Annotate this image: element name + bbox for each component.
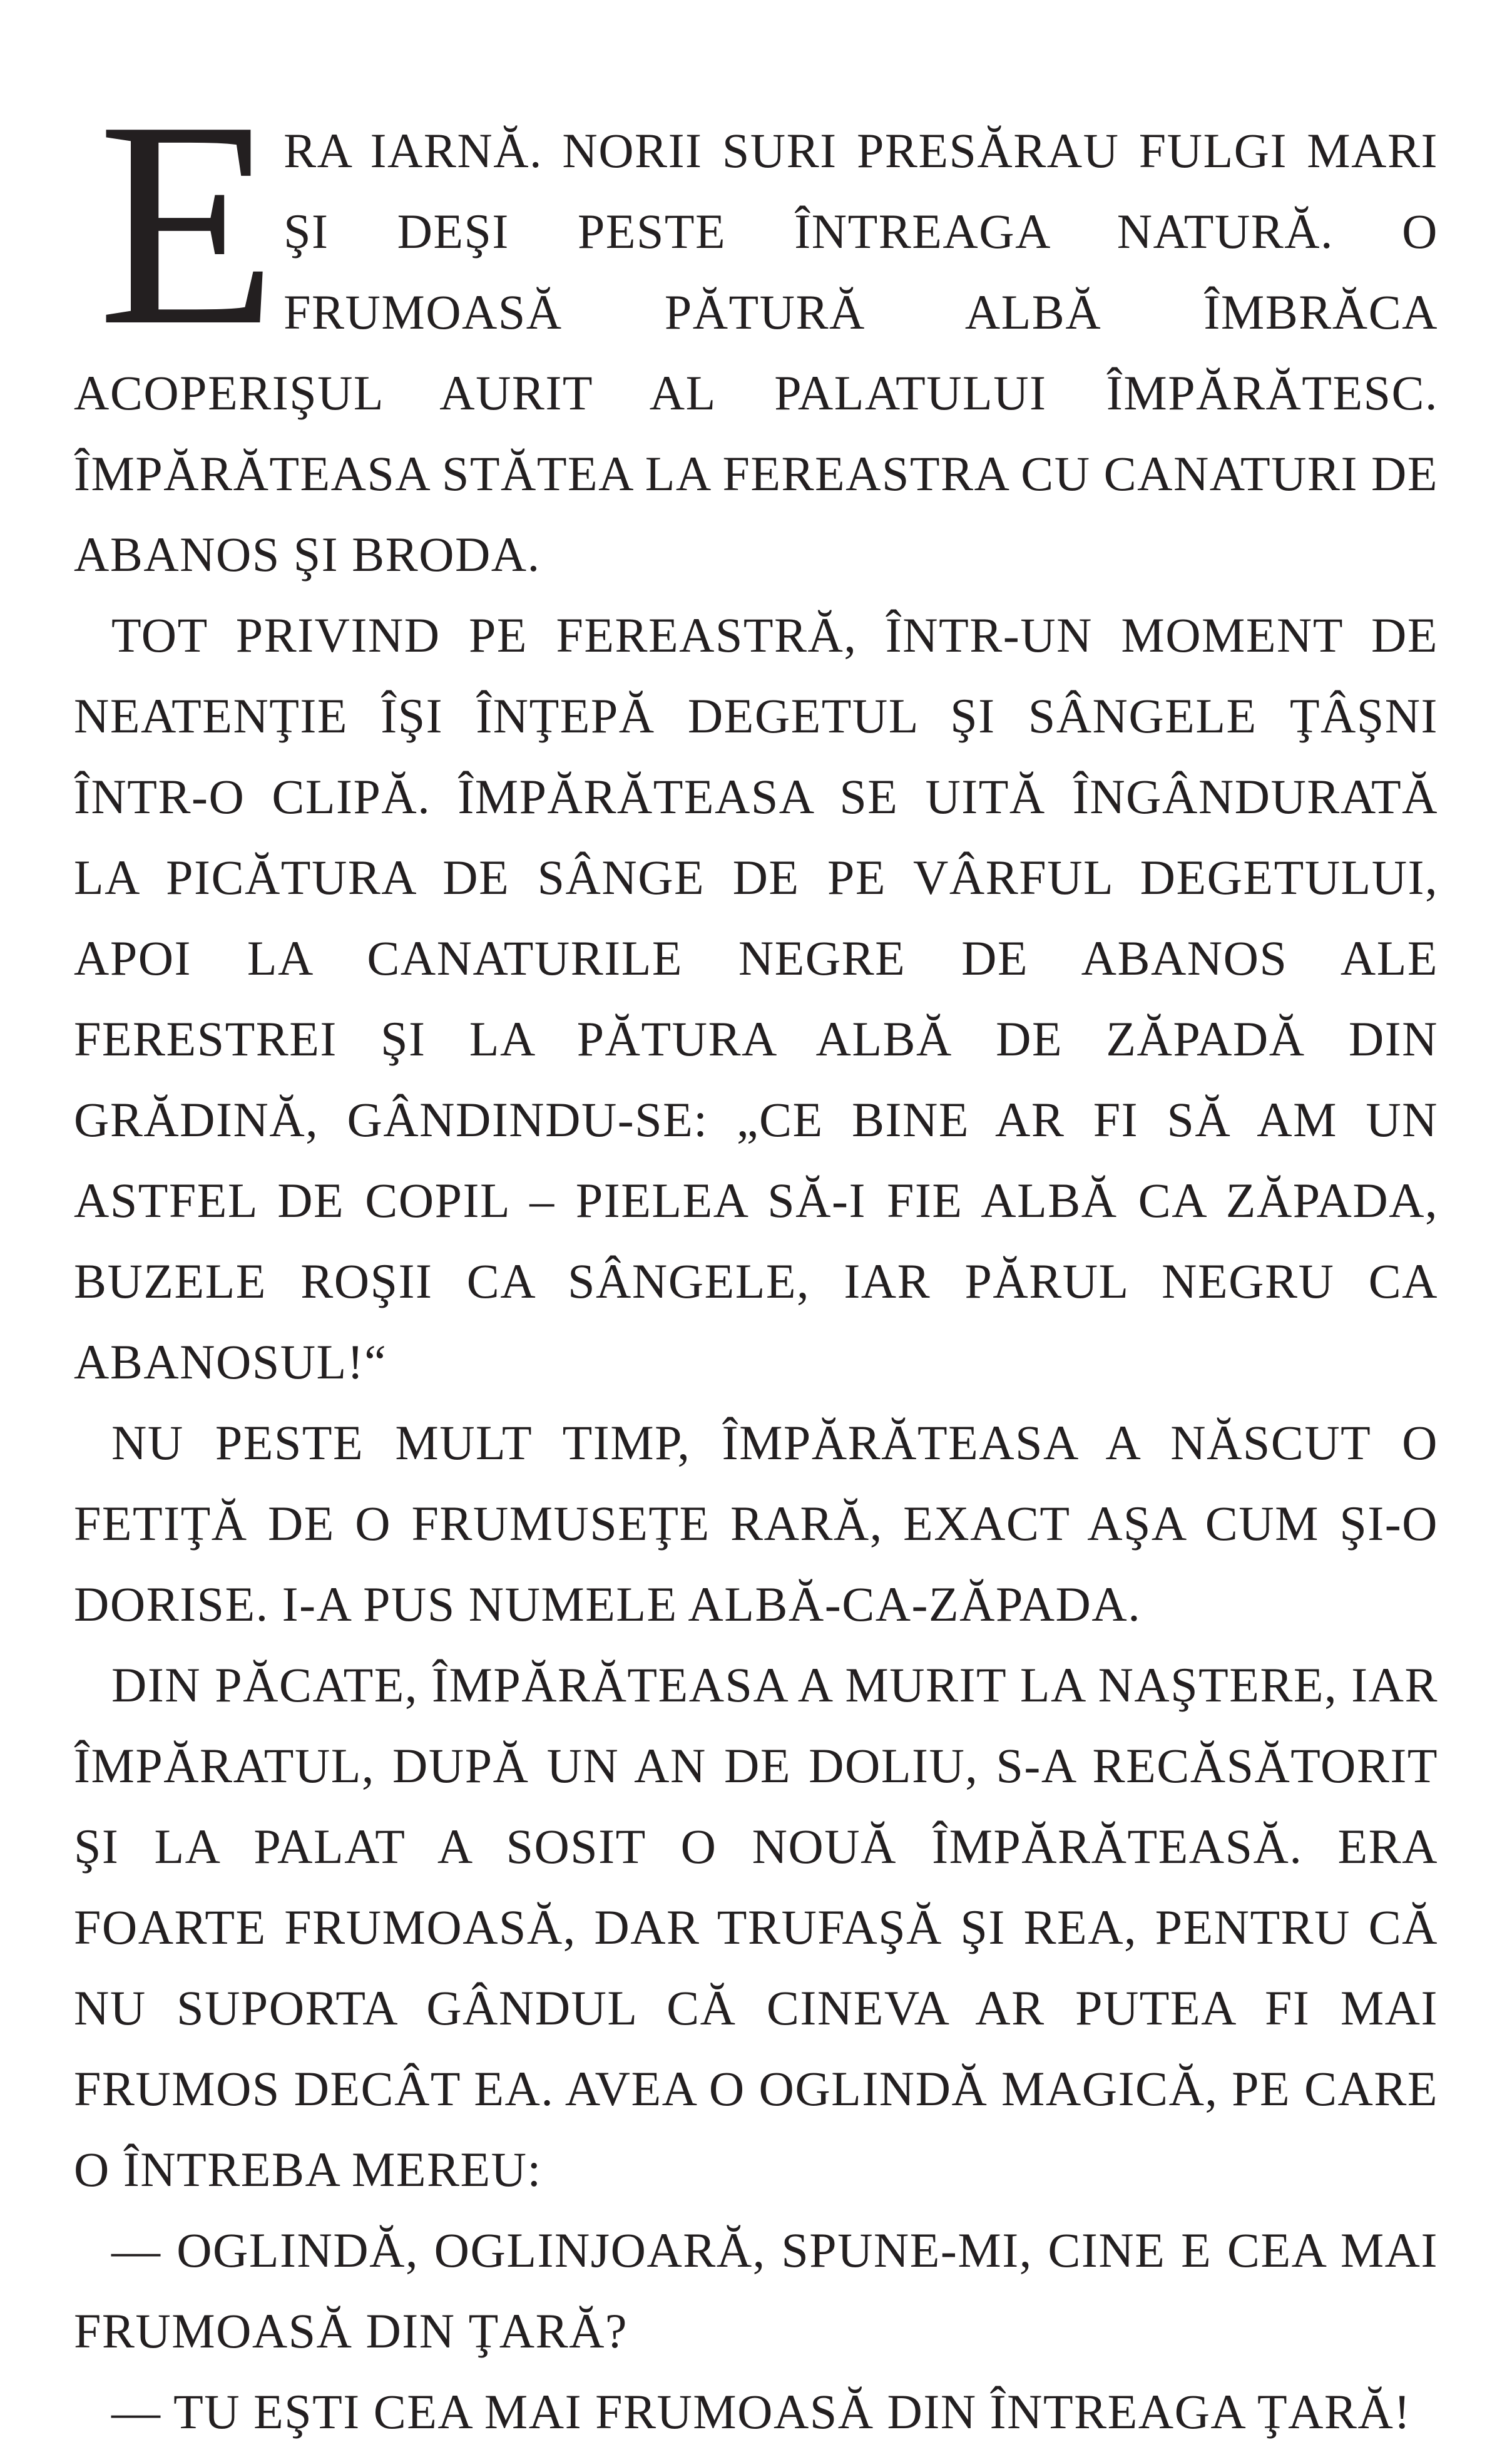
paragraph-1-text: RA IARNĂ. NORII SURI PRESĂRAU FULGI MARI ŞI DEŞI PESTE ÎNTREAGA NATURĂ. O FRUMOASĂ PĂTURĂ ALBĂ ÎMBRĂCA ACOPERIŞUL AURIT AL PALATULUI ÎMPĂRĂTESC. ÎMPĂRĂTEASA STĂTEA LA FEREASTRA CU CANATURI DE ABANOS ŞI BRODA. (74, 123, 1438, 582)
dialogue-answer: — TU EŞTI CEA MAI FRUMOASĂ DIN ÎNTREAGA ŢARĂ! (111, 2384, 1411, 2439)
story-page (74, 60, 1438, 2452)
paragraph-3: NU PESTE MULT TIMP, ÎMPĂRĂTEASA A NĂSCUT O FETIŢĂ DE O FRUMUSEŢE RARĂ, EXACT AŞA CUM ŞI-O DORISE. I-A PUS NUMELE ALBĂ-CA-ZĂPADA. (74, 1415, 1438, 1631)
paragraph-4: DIN PĂCATE, ÎMPĂRĂTEASA A MURIT LA NAŞTERE, IAR ÎMPĂRATUL, DUPĂ UN AN DE DOLIU, S-A RECĂSĂTORIT ŞI LA PALAT A SOSIT O NOUĂ ÎMPĂRĂTEASĂ. ERA FOARTE FRUMOASĂ, DAR TRUFAŞĂ ŞI REA, PENTRU CĂ NU SUPORTA GÂNDUL CĂ CINEVA AR PUTEA FI MAI FRUMOS DECÂT EA. AVEA O OGLINDĂ MAGICĂ, PE CARE O ÎNTREBA MEREU: (74, 1658, 1438, 2197)
paragraph-1 (74, 60, 1438, 595)
paragraph-2: TOT PRIVIND PE FEREASTRĂ, ÎNTR-UN MOMENT DE NEATENŢIE ÎŞI ÎNŢEPĂ DEGETUL ŞI SÂNGELE ŢÂŞNI ÎNTR-O CLIPĂ. ÎMPĂRĂTEASA SE UITĂ ÎNGÂNDURATĂ LA PICĂTURA DE SÂNGE DE PE VÂRFUL DEGETULUI, APOI LA CANATURILE NEGRE DE ABANOS ALE FERESTREI ŞI LA PĂTURA ALBĂ DE ZĂPADĂ DIN GRĂDINĂ, GÂNDINDU-SE: „CE BINE AR FI SĂ AM UN ASTFEL DE COPIL – PIELEA SĂ-I FIE ALBĂ CA ZĂPADA, BUZELE ROŞII CA SÂNGELE, IAR PĂRUL NEGRU CA ABANOSUL!“ (74, 608, 1438, 1389)
drop-cap: E (98, 60, 278, 386)
dialogue-question: — OGLINDĂ, OGLINJOARĂ, SPUNE-MI, CINE E CEA MAI FRUMOASĂ DIN ŢARĂ? (74, 2223, 1438, 2358)
